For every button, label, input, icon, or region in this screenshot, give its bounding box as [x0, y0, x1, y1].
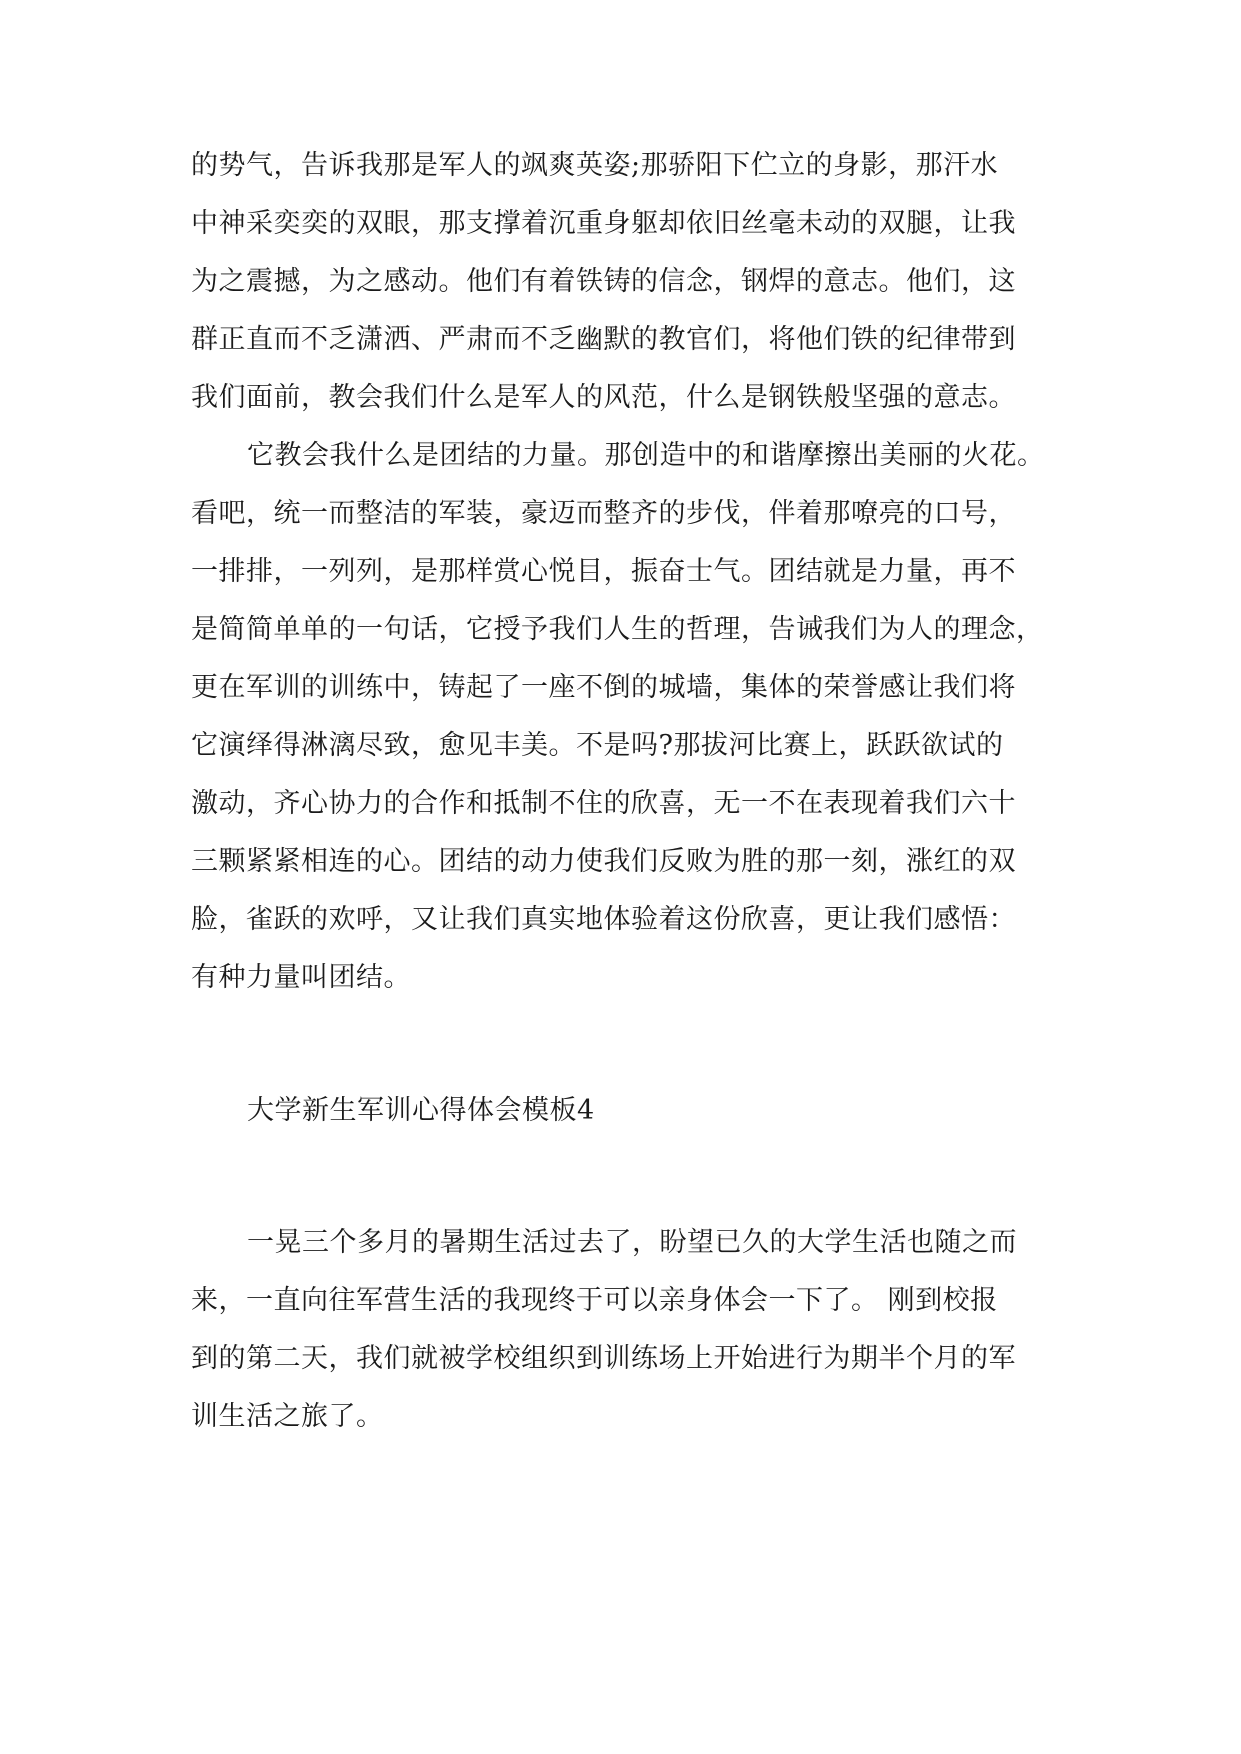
paragraph-2-line-4: 是简简单单的一句话，它授予我们人生的哲理，告诫我们为人的理念，	[191, 614, 1044, 645]
paragraph-3-line-1: 一晃三个多月的暑期生活过去了，盼望已久的大学生活也随之而	[247, 1227, 1017, 1258]
paragraph-2-line-1: 它教会我什么是团结的力量。那创造中的和谐摩擦出美丽的火花。	[247, 440, 1045, 471]
paragraph-2-line-10: 有种力量叫团结。	[191, 962, 411, 993]
paragraph-3-line-3: 到的第二天，我们就被学校组织到训练场上开始进行为期半个月的军	[191, 1343, 1016, 1374]
paragraph-1-line-2: 中神采奕奕的双眼，那支撑着沉重身躯却依旧丝毫未动的双腿，让我	[191, 208, 1016, 239]
paragraph-2-line-7: 激动，齐心协力的合作和抵制不住的欣喜，无一不在表现着我们六十	[191, 788, 1016, 819]
paragraph-1-line-5: 我们面前，教会我们什么是军人的风范，什么是钢铁般坚强的意志。	[191, 382, 1016, 413]
paragraph-2-line-9: 脸，雀跃的欢呼，又让我们真实地体验着这份欣喜，更让我们感悟：	[191, 904, 1016, 935]
paragraph-2-line-2: 看吧，统一而整洁的军装，豪迈而整齐的步伐，伴着那嘹亮的口号，	[191, 498, 1016, 529]
paragraph-1-line-1: 的势气，告诉我那是军人的飒爽英姿;那骄阳下伫立的身影，那汗水	[191, 150, 999, 181]
paragraph-1-line-4: 群正直而不乏潇洒、严肃而不乏幽默的教官们，将他们铁的纪律带到	[191, 324, 1016, 355]
section-heading: 大学新生军训心得体会模板4	[247, 1095, 595, 1126]
paragraph-1-line-3: 为之震撼，为之感动。他们有着铁铸的信念，钢焊的意志。他们，这	[191, 266, 1016, 297]
paragraph-3-line-4: 训生活之旅了。	[191, 1401, 384, 1432]
paragraph-2-line-6: 它演绎得淋漓尽致，愈见丰美。不是吗?那拔河比赛上，跃跃欲试的	[191, 730, 1004, 761]
paragraph-3-line-2: 来，一直向往军营生活的我现终于可以亲身体会一下了。 刚到校报	[191, 1285, 998, 1316]
paragraph-2-line-3: 一排排，一列列，是那样赏心悦目，振奋士气。团结就是力量，再不	[191, 556, 1016, 587]
paragraph-2-line-8: 三颗紧紧相连的心。团结的动力使我们反败为胜的那一刻，涨红的双	[191, 846, 1016, 877]
paragraph-2-line-5: 更在军训的训练中，铸起了一座不倒的城墙，集体的荣誉感让我们将	[191, 672, 1016, 703]
